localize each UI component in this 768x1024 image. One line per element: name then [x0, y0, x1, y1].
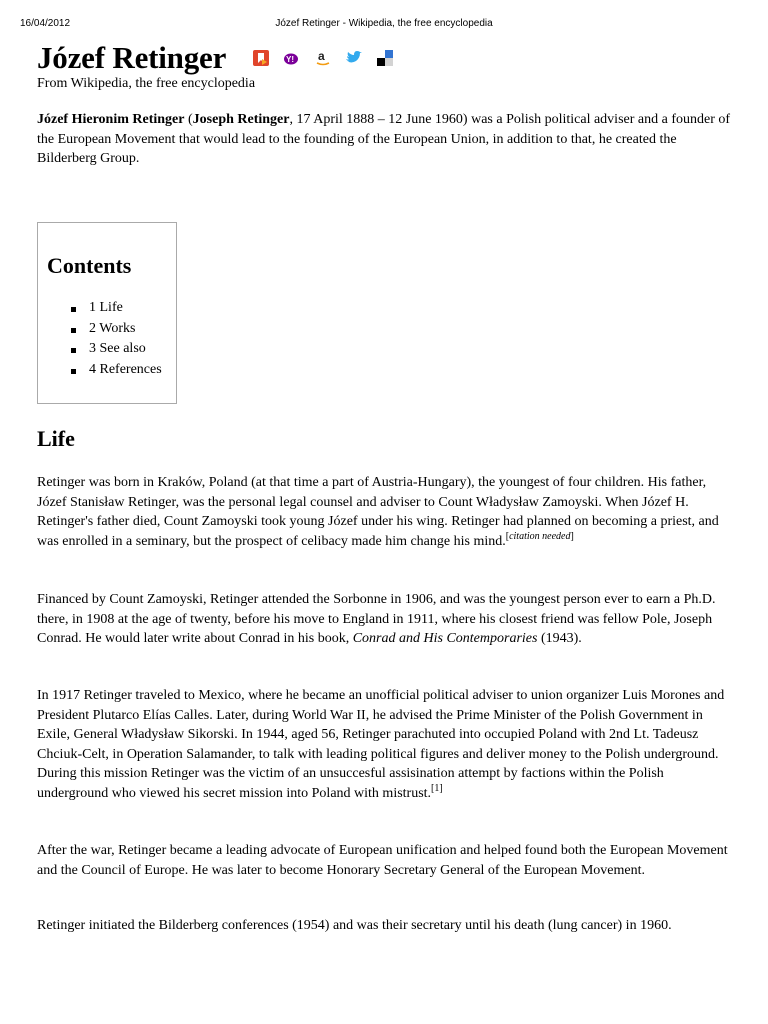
lead-alt-name: Joseph Retinger [192, 112, 290, 127]
life-paragraph-5 [37, 916, 733, 936]
section-heading-life: Life [37, 426, 75, 451]
paragraph-text: In 1917 Retinger traveled to Mexico, where he became an unofficial political adviser to union organizer Luis Morones and President Plutarco Elías Calles. Later, during World War II, he advised the Prime Minister of the Polish Government in Exile, General Władysław Sikorski. In 1944, aged 56, Retinger parachuted into occupied Poland with 2nd Lt. Tadeusz Chciuk-Celt, in Operation Salamander, to talk with leading political figures and deliver money to the Polish underground. During this mission Retinger was the victim of an unsuccesful assisination attempt by factions within the Polish underground who viewed his secret mission into Poland with mistrust. [37, 688, 725, 801]
paragraph-text: Retinger was born in Kraków, Poland (at that time a part of Austria-Hungary), the youngest of four children. His father, Józef Stanisław Retinger, was the personal legal counsel and adviser to Count Władysław Zamoyski. When Józef H. Retinger's father died, Count Zamoyski took young Józef under his wing. Retinger had planned on becoming a priest, and was enrolled in a seminary, but the prospect of celibacy made him change his mind. [37, 475, 719, 549]
lead-paragraph [37, 110, 733, 169]
toc-item-label[interactable]: 1 Life [89, 300, 123, 315]
share-icons [252, 49, 394, 67]
bullet-icon [71, 369, 76, 374]
print-page-title: Józef Retinger - Wikipedia, the free encyclopedia [275, 18, 493, 29]
bookmark-icon[interactable] [252, 49, 270, 67]
lead-open-paren: ( [184, 112, 193, 127]
life-paragraph-4 [37, 841, 733, 880]
toc-item-label[interactable]: 2 Works [89, 320, 136, 336]
paragraph-text: Retinger initiated the Bilderberg conferences (1954) and was their secretary until his death (lung cancer) in 1960. [37, 918, 672, 933]
life-paragraph-3 [37, 686, 733, 803]
lead-name: Józef Hieronim Retinger [37, 112, 185, 127]
cite-open: [ [505, 530, 510, 542]
bullet-icon [71, 348, 76, 353]
toc-item-label[interactable]: 3 See also [89, 341, 146, 356]
bullet-icon [71, 307, 76, 312]
reference-link[interactable]: [1] [431, 782, 443, 794]
cite-text[interactable]: citation needed [509, 530, 571, 542]
paragraph-text-end: (1943). [537, 631, 582, 646]
amazon-icon[interactable] [314, 49, 332, 67]
print-date: 16/04/2012 [20, 18, 71, 29]
title-row [37, 38, 394, 78]
toc-item-label[interactable]: 4 References [89, 361, 162, 377]
print-header [20, 18, 748, 32]
cite-close: ] [570, 530, 574, 542]
yahoo-icon[interactable] [283, 49, 301, 67]
paragraph-text: After the war, Retinger became a leading advocate of European unification and helped found both the European Movement and the Council of Europe. He was later to become Honorary Secretary General of the European Movement. [37, 843, 728, 878]
book-title: Conrad and His Contemporaries [352, 631, 538, 646]
twitter-icon[interactable] [345, 49, 363, 67]
svg-text:Y!: Y! [286, 55, 295, 64]
table-of-contents [37, 222, 177, 404]
lead-text: , 17 April 1888 – 12 June 1960) was a Polish political adviser and a founder of the European Movement that would lead to the founding of the European Union, in addition to that, he created the Bilderberg Group. [37, 112, 731, 166]
article-title: Józef Retinger [37, 40, 227, 75]
bullet-icon [71, 328, 76, 333]
article-subtitle: From Wikipedia, the free encyclopedia [37, 76, 256, 91]
toc-title: Contents [47, 253, 132, 278]
svg-text:a: a [318, 49, 325, 63]
life-paragraph-2 [37, 590, 733, 649]
delicious-icon[interactable] [376, 49, 394, 67]
life-paragraph-1 [37, 473, 733, 551]
paragraph-text: Financed by Count Zamoyski, Retinger attended the Sorbonne in 1906, and was the youngest person ever to earn a Ph.D. there, in 1908 at the age of twenty, before his move to England in 1911, where his closest friend was fellow Pole, Joseph Conrad. He would later write about Conrad in his book, [37, 592, 716, 646]
citation-needed[interactable] [506, 531, 574, 542]
